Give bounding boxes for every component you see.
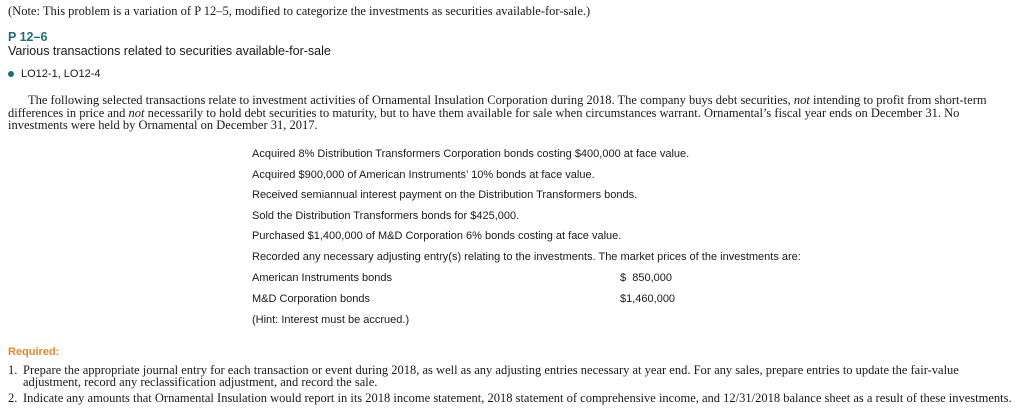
required-item-number: 2.: [8, 390, 18, 405]
learning-objectives-label: LO12-1, LO12-4: [21, 68, 101, 80]
transaction-description: Sold the Distribution Transformers bonds for $425,000.: [252, 209, 520, 222]
problem-number: P 12–6: [8, 30, 48, 44]
transaction-description: Acquired 8% Distribution Transformers Corporation bonds costing $400,000 at face value.: [252, 148, 690, 160]
bullet-dot-icon: [8, 71, 14, 77]
transaction-description: Acquired $900,000 of American Instruments’ 10% bonds at face value.: [252, 168, 595, 181]
market-price-value: $1,460,000: [620, 293, 676, 305]
emphasis-not: not: [793, 93, 810, 107]
transaction-description: Received semiannual interest payment on the Distribution Transformers bonds.: [252, 189, 638, 201]
required-heading: Required:: [8, 346, 60, 358]
problem-intro: [8, 94, 1016, 132]
required-item-text: Indicate any amounts that Ornamental Insulation would report in its 2018 income statement, 2018 statement of comprehensive income, and 12/31/2018 balance sheet as a result of these investments.: [23, 390, 1012, 405]
investment-name: American Instruments bonds: [252, 272, 393, 284]
investment-name: M&D Corporation bonds: [252, 293, 371, 305]
learning-objectives: [8, 68, 101, 80]
required-item-text: Prepare the appropriate journal entry for each transaction or event during 2018, as well as any adjusting entries necessary at year end. For any sales, prepare entries to update the fair-value adjustment, record any reclassification adjustment, and record the sale.: [23, 363, 959, 390]
emphasis-not: not: [128, 105, 145, 120]
problem-note: (Note: This problem is a variation of P 12–5, modified to categorize the investments as securities available-for-sale.): [8, 4, 591, 18]
transaction-description: Recorded any necessary adjusting entry(s) relating to the investments. The market prices of the investments are:: [252, 251, 801, 263]
required-item-number: 1.: [8, 363, 18, 377]
required-item: [8, 364, 1016, 389]
transaction-description: Purchased $1,400,000 of M&D Corporation 6% bonds costing at face value.: [252, 230, 622, 242]
problem-title: Various transactions related to securities available-for-sale: [8, 44, 331, 58]
required-item: [8, 392, 1016, 404]
market-price-value: $ 850,000: [620, 272, 672, 284]
required-list: [8, 364, 1016, 407]
intro-paragraph: The following selected transactions relate to investment activities of Ornamental Insulation Corporation during 2018. The company buys debt securities, not intending to profit from short-term differences in price and not necessarily to hold debt securities to maturity, but to have them available for sale when circumstances warrant. Ornamental’s fiscal year ends on December 31. No investments were held by Ornamental on December 31, 2017.: [8, 93, 987, 133]
hint-text: (Hint: Interest must be accrued.): [252, 314, 410, 326]
